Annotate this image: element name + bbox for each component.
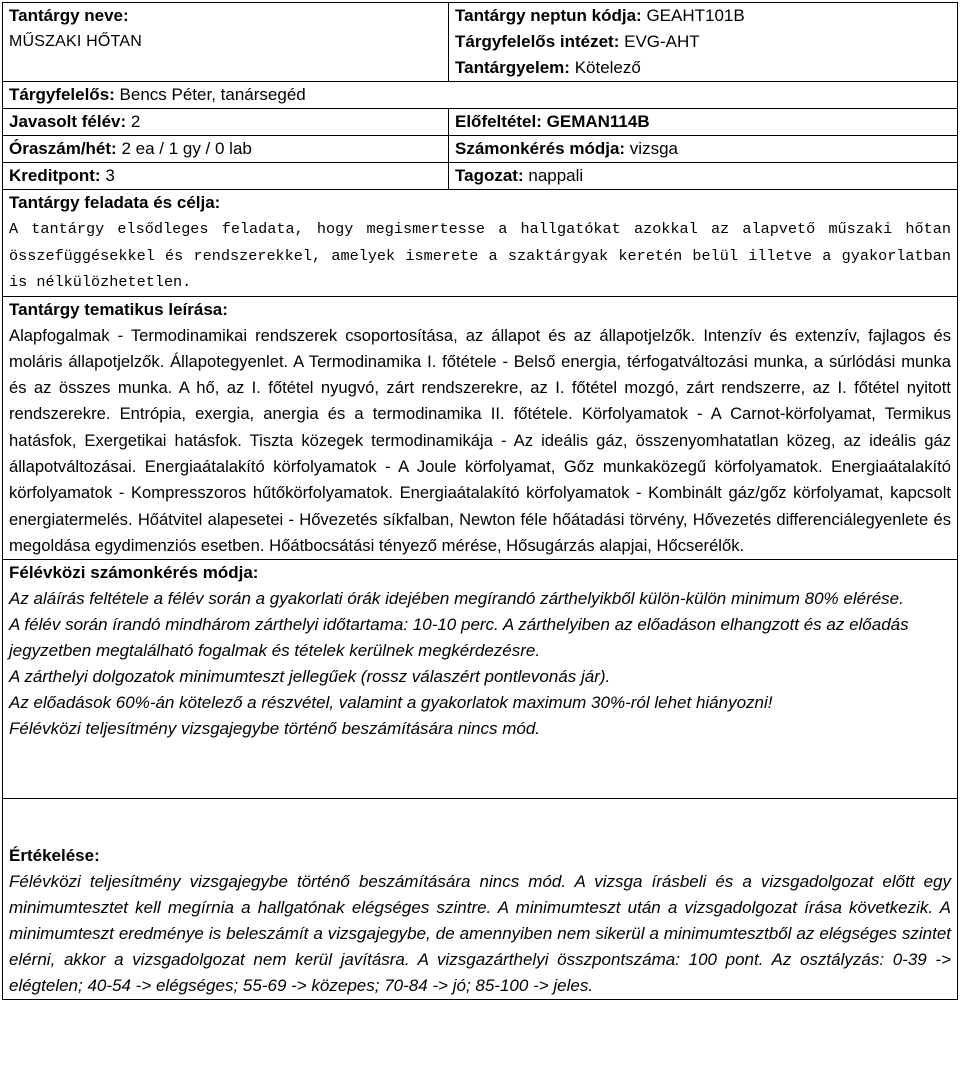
institute [455, 29, 951, 55]
credits-row [3, 163, 958, 190]
header-row [3, 3, 958, 82]
goal-label: Tantárgy feladata és célja: [9, 193, 221, 212]
course-codes-cell [449, 3, 958, 82]
exam-type-cell [449, 136, 958, 163]
course-table [2, 2, 958, 1000]
responsible-row [3, 82, 958, 109]
midterm-line: A zárthelyi dolgozatok minimumteszt jellegűek (rossz válaszért pontlevonás jár). [9, 667, 611, 687]
hours-value: 2 ea / 1 gy / 0 lab [121, 139, 252, 158]
institute-value: EVG-AHT [624, 32, 700, 51]
midterm-line: Az aláírás feltétele a félév során a gyakorlati órák idejében megírandó zárthelyikből külön-külön minimum 80% elérése. [9, 589, 904, 609]
responsible-cell [3, 82, 958, 109]
neptun-code [455, 3, 951, 29]
midterm-row [3, 560, 958, 799]
semester-label: Javasolt félév: [9, 112, 127, 131]
evaluation-row [3, 799, 958, 1000]
evaluation-spacer [9, 799, 951, 843]
section-label: Tagozat: [455, 166, 524, 185]
hours-row [3, 136, 958, 163]
semester-cell [3, 109, 449, 136]
semester-value: 2 [130, 112, 141, 131]
prerequisite-cell [449, 109, 958, 136]
element-value: Kötelező [574, 58, 641, 77]
goal-row [3, 190, 958, 297]
midterm-cell [3, 560, 958, 799]
section-value: nappali [528, 166, 584, 185]
section-cell [449, 163, 958, 190]
prerequisite-label: Előfeltétel: [455, 112, 542, 131]
course-name-label: Tantárgy neve: [9, 6, 129, 25]
neptun-value: GEAHT101B [646, 6, 745, 25]
credits-cell [3, 163, 449, 190]
goal-text: A tantárgy elsődleges feladata, hogy megismertesse a hallgatókat azokkal az alapvető műszaki hőtan összefüggésekkel és rendszerekkel, amelyek ismerete a szaktárgyak keretén belül illetve a gyakorlatban is nélkülözhetetlen. [9, 220, 951, 291]
course-name-value: MŰSZAKI HŐTAN [9, 33, 142, 50]
credits-label: Kreditpont: [9, 166, 101, 185]
evaluation-text: Félévközi teljesítmény vizsgajegybe történő beszámítására nincs mód. A vizsga írásbeli és a vizsgadolgozat előtt egy minimumtesztet kell megírnia a hallgatónak elégséges szintre. A minimumteszt után a vizsgadolgozat írása következik. A minimumteszt eredménye is beleszámít a vizsgajegybe, de amennyiben nem sikerül a minimumtesztből az elégséges szintet elérni, akkor a vizsgadolgozat nem kerül javításra. A vizsgazárthelyi összpontszáma: 100 pont. Az osztályzás: 0-39 -> elégtelen; 40-54 -> elégséges; 55-69 -> közepes; 70-84 -> jó; 85-100 -> jeles. [9, 872, 951, 996]
topics-label: Tantárgy tematikus leírása: [9, 299, 228, 319]
midterm-line: Félévközi teljesítmény vizsgajegybe történő beszámítására nincs mód. [9, 719, 541, 739]
element-label: Tantárgyelem: [455, 58, 570, 77]
neptun-label: Tantárgy neptun kódja: [455, 6, 642, 25]
exam-type-label: Számonkérés módja: [455, 139, 626, 158]
midterm-line: Az előadások 60%-án kötelező a részvétel, valamint a gyakorlatok maximum 30%-ról lehet hiányozni! [9, 693, 773, 713]
responsible-value: Bencs Péter, tanársegéd [119, 85, 306, 104]
credits-value: 3 [105, 166, 115, 185]
goal-cell [3, 190, 958, 297]
hours-cell [3, 136, 449, 163]
evaluation-label: Értékelése: [9, 846, 100, 866]
midterm-label: Félévközi számonkérés módja: [9, 563, 259, 583]
institute-label: Tárgyfelelős intézet: [455, 32, 620, 51]
exam-type-value: vizsga [629, 139, 678, 158]
prerequisite-value: GEMAN114B [546, 112, 650, 131]
course-element [455, 55, 951, 81]
evaluation-cell [3, 799, 958, 1000]
responsible-label: Tárgyfelelős: [9, 85, 115, 104]
midterm-line: A félév során írandó mindhárom zárthelyi időtartama: 10-10 perc. A zárthelyiben az előadáson elhangzott és az előadás jegyzetben megtalálható fogalmak és tételek kerülnek megkérdezésre. [9, 615, 909, 661]
hours-label: Óraszám/hét: [9, 139, 117, 158]
course-name-cell [3, 3, 449, 82]
semester-row [3, 109, 958, 136]
topics-text: Alapfogalmak - Termodinamikai rendszerek csoportosítása, az állapot és az állapotjelzők. Intenzív és extenzív, fajlagos és moláris állapotjelzők. Állapotegyenlet. A Termodinamika I. főtétele - Belső energia, térfogatváltozási munka, a súrlódási munka és az összes munka. A hő, az I. főtétel nyugvó, zárt rendszerekre, az I. főtétel mozgó, zárt rendszerre, az I. főtétel nyitott rendszerekre. Entrópia, exergia, anergia és a termodinamika II. főtétele. Körfolyamatok - A Carnot-körfolyamat, Termikus hatásfok, Exergetikai hatásfok. Tiszta közegek termodinamikája - Az ideális gáz, összenyomhatatlan közeg, az ideális gáz állapotváltozásai. Energiaátalakító körfolyamatok - A Joule körfolyamat, Gőz munkaközegű körfolyamatok. Energiaátalakító körfolyamatok - Kompresszoros hűtőkörfolyamatok. Energiaátalakító körfolyamatok - Kombinált gáz/gőz körfolyamat, kapcsolt energiatermelés. Hőátvitel alapesetei - Hővezetés síkfalban, Newton féle hőátadási törvény, Hővezetés differenciálegyenlete és megoldása egydimenziós esetben. Hőátbocsátási tényező mérése, Hősugárzás alapjai, Hőcserélők. [9, 325, 951, 555]
topics-cell [3, 296, 958, 560]
topics-row [3, 296, 958, 560]
